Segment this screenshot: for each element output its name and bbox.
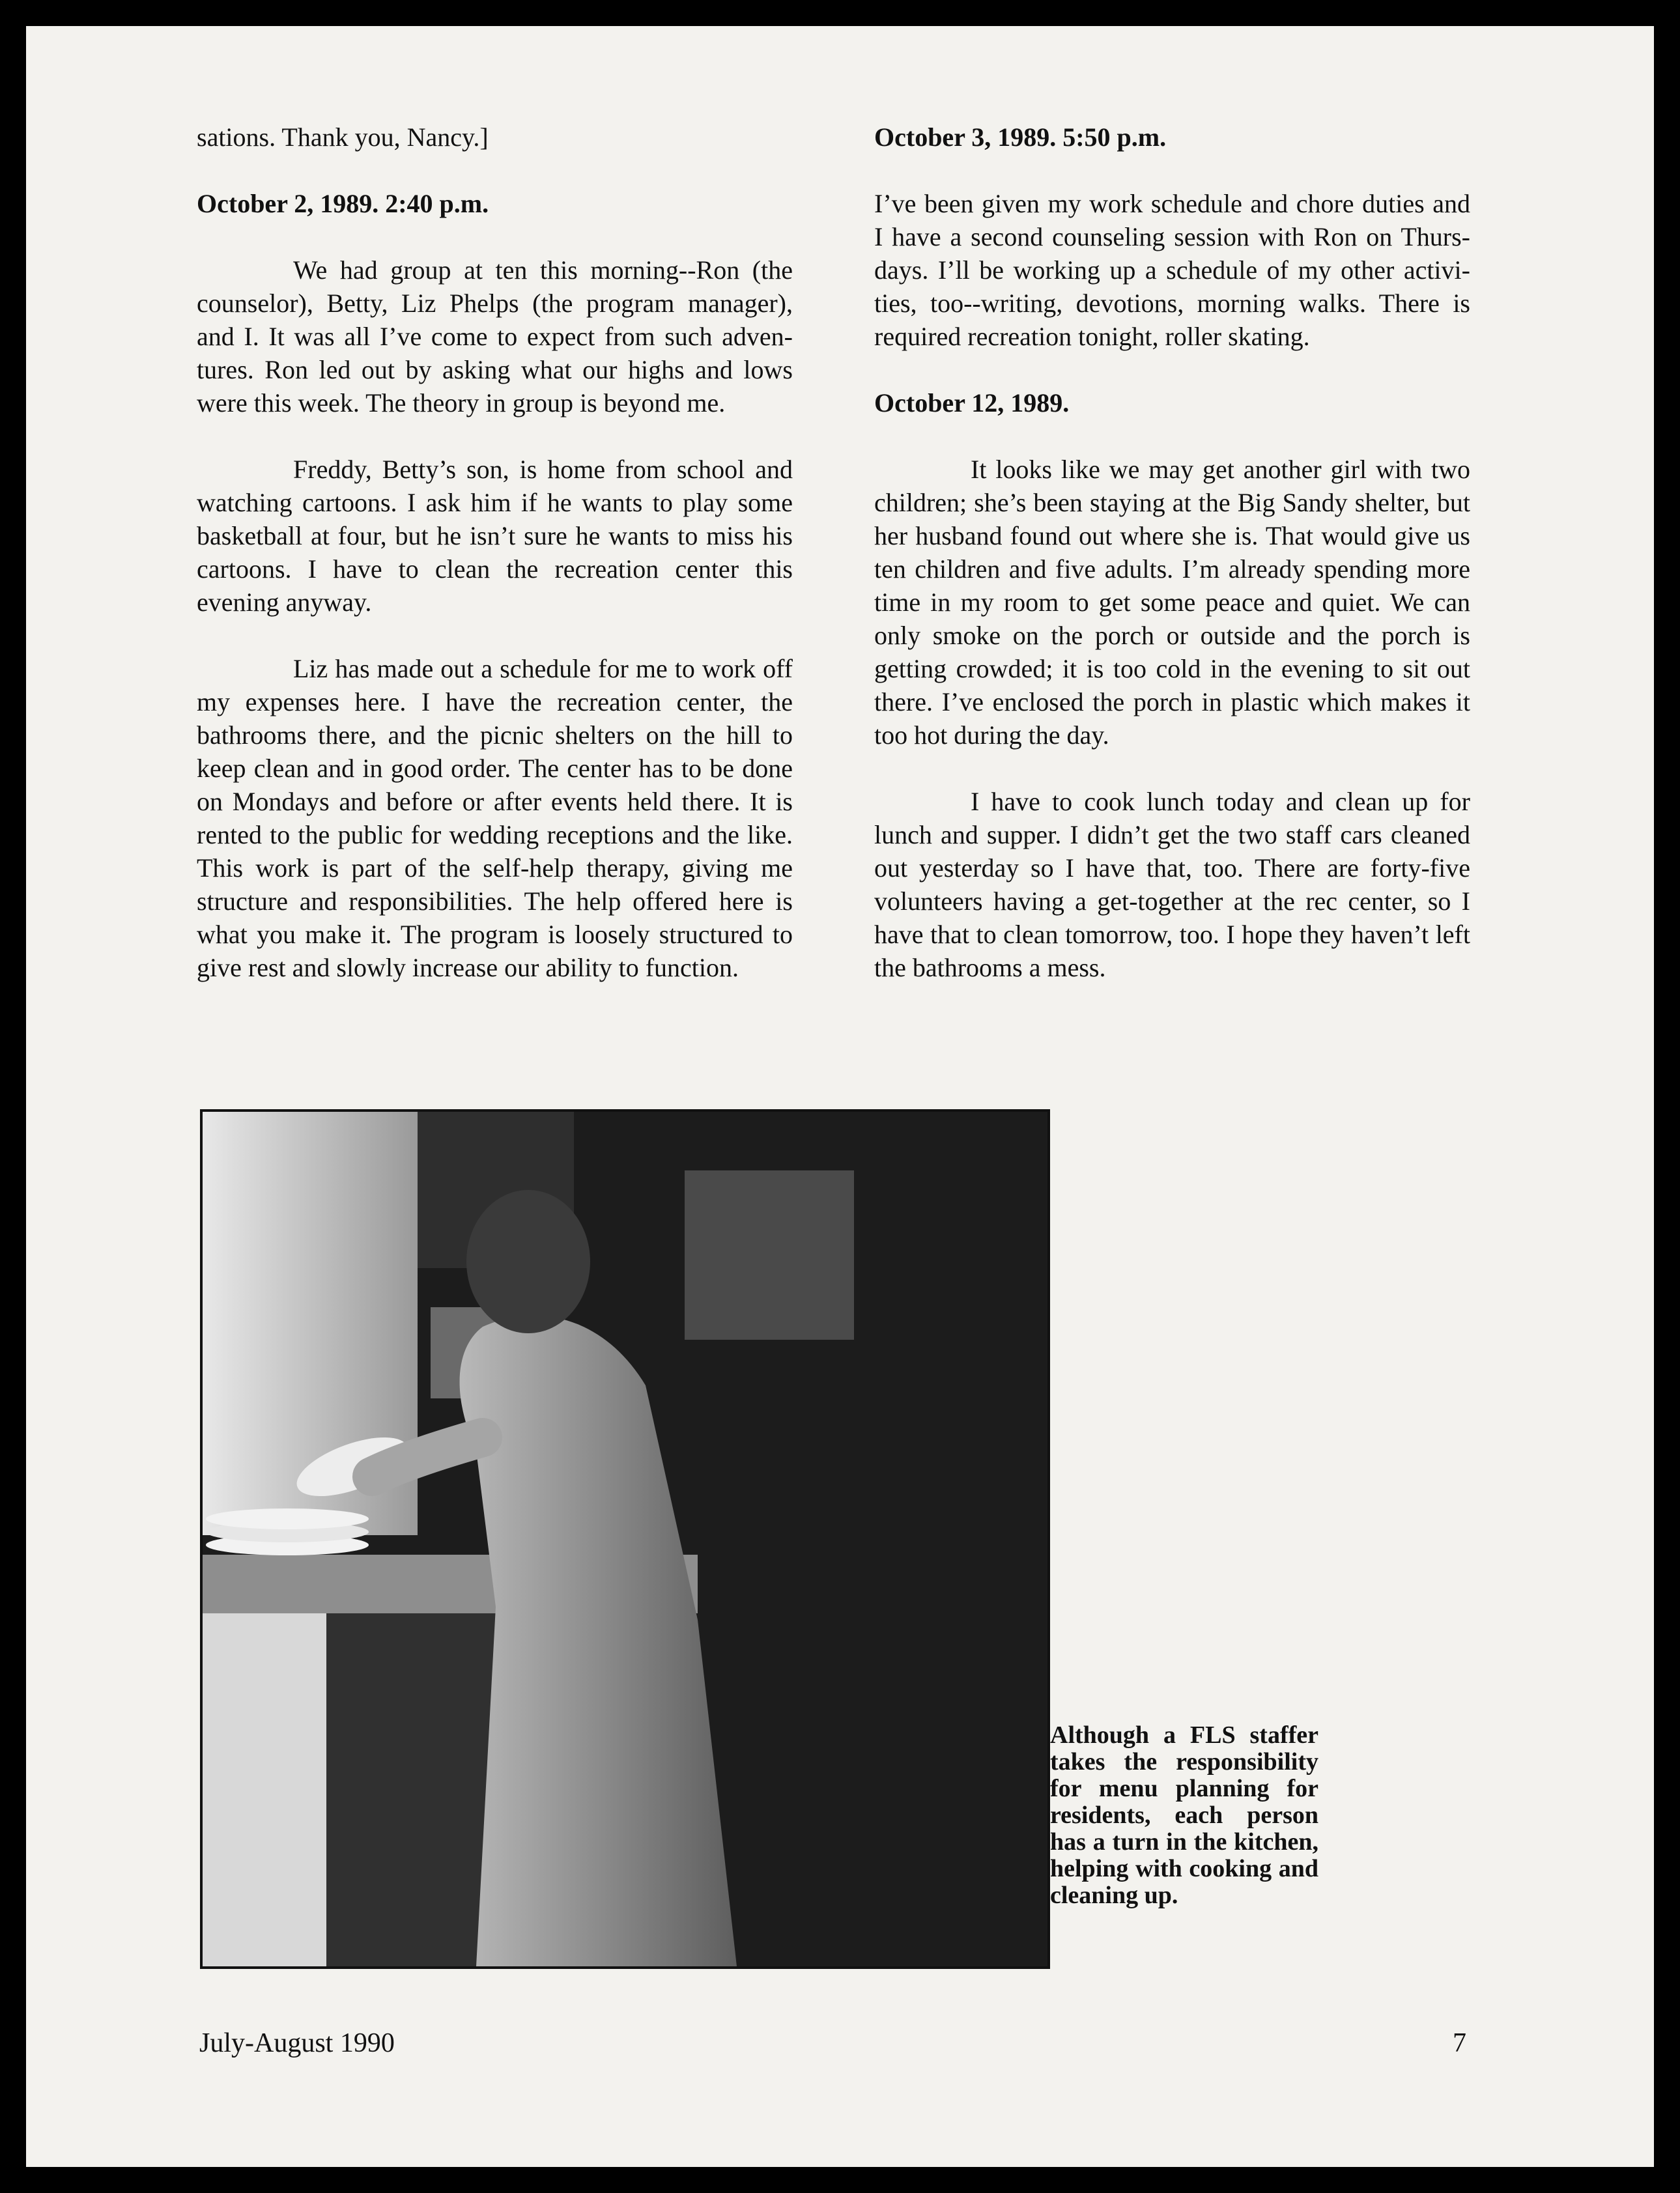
body-paragraph: It looks like we may get another girl with two children; she’s been staying at the Big Sandy shelter, but her husband found out where she is. That would give us ten children and five adults. I’m already spending more time in my room to get some peace and quiet. We can only smoke on the porch or outside and the porch is getting crowded; it is too cold in the evening to sit out there. I’ve enclosed the porch in plastic which makes it too hot during the day. bbox=[874, 455, 1470, 750]
body-paragraph: We had group at ten this morning--Ron (the counselor), Betty, Liz Phelps (the program manager), and I. It was all I’ve come to expect from such adventures. Ron led out by asking what our highs and lows were this week. The theory in group is beyond me. bbox=[197, 255, 793, 417]
continued-text: sations. Thank you, Nancy.] bbox=[197, 122, 489, 152]
body-paragraph: I have to cook lunch today and clean up for lunch and supper. I didn’t get the two staff cars cleaned out yesterday so I have that, too. There are forty-five volunteers having a get-together at the rec center, so I have that to clean tomorrow, too. I hope they haven’t left the bathrooms a mess. bbox=[874, 787, 1470, 982]
person-head bbox=[466, 1190, 590, 1333]
photo-caption: Although a FLS staffer takes the responsibility for menu planning for residents, each person has a turn in the kitchen, helping with cooking and cleaning up. bbox=[1050, 1721, 1318, 1909]
body-paragraph: I’ve been given my work schedule and chore duties and I have a second counseling session with Ron on Thursdays. I’ll be working up a schedule of my other activities, too--writing, devotions, morning walks. There is required recreation tonight, roller skating. bbox=[874, 189, 1470, 351]
dish-stack bbox=[206, 1508, 369, 1555]
entry-heading: October 2, 1989. 2:40 p.m. bbox=[197, 189, 489, 218]
page-number: 7 bbox=[1453, 2028, 1466, 2058]
entry-heading: October 12, 1989. bbox=[874, 388, 1070, 417]
kitchen-photo bbox=[200, 1109, 1050, 1969]
right-column bbox=[874, 120, 1470, 1017]
body-paragraph: Freddy, Betty’s son, is home from school and watching cartoons. I ask him if he wants to play some basketball at four, but he isn’t sure he wants to miss his cartoons. I have to clean the recreation center this evening anyway. bbox=[197, 455, 793, 617]
dishwasher bbox=[203, 1613, 333, 1966]
magazine-page bbox=[26, 26, 1654, 2167]
entry-heading: October 3, 1989. 5:50 p.m. bbox=[874, 122, 1167, 152]
issue-date: July-August 1990 bbox=[199, 2028, 395, 2058]
body-paragraph: Liz has made out a schedule for me to work off my expenses here. I have the recreation center, the bathrooms there, and the picnic shelters on the hill to keep clean and in good order. The center has to be done on Mondays and before or after events held there. It is rented to the public for wedding receptions and the like. This work is part of the self-help therapy, giving me structure and responsibilities. The help offered here is what you make it. The program is loosely structured to give rest and slowly increase our ability to function. bbox=[197, 654, 793, 982]
kitchen-photo-illustration bbox=[203, 1112, 1047, 1966]
left-column bbox=[197, 120, 793, 1017]
refrigerator bbox=[685, 1170, 854, 1340]
